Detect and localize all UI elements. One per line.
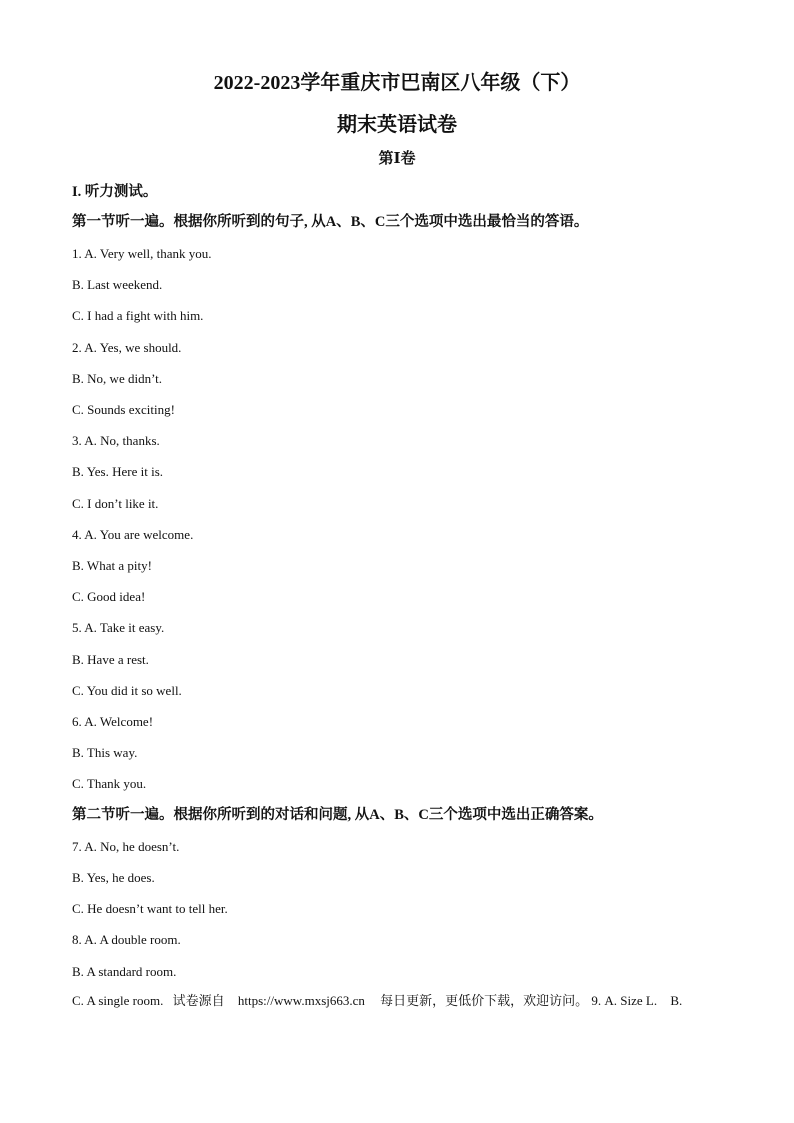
option-line: B. No, we didn’t.	[72, 371, 163, 386]
option-line: B. What a pity!	[72, 558, 152, 573]
option-line: C. You did it so well.	[72, 683, 182, 698]
section2-heading: 第二节听一遍。根据你所听到的对话和问题, 从A、B、C三个选项中选出正确答案。	[72, 807, 603, 823]
option-line: B. Yes. Here it is.	[72, 464, 164, 479]
option-line: C. Good idea!	[72, 589, 146, 604]
option-line: B. Have a rest.	[72, 652, 149, 667]
option-line: C. Thank you.	[72, 776, 147, 791]
download-notice: 每日更新，更低价下载，欢迎访问。	[380, 993, 589, 1008]
option-line: C. I don’t like it.	[72, 496, 159, 511]
option-line: 4. A. You are welcome.	[72, 527, 194, 542]
option-line: B. Last weekend.	[72, 277, 163, 292]
option-line: B.	[670, 993, 683, 1008]
source-link[interactable]: https://www.mxsj663.cn	[237, 993, 365, 1008]
option-line: B. Yes, he does.	[72, 870, 155, 885]
option-line: C. Sounds exciting!	[72, 402, 175, 417]
section1-heading: 第一节听一遍。根据你所听到的句子, 从A、B、C三个选项中选出最恰当的答语。	[72, 214, 589, 230]
volume-label: 第Ⅰ卷	[378, 151, 416, 167]
exam-subtitle: 期末英语试卷	[337, 114, 457, 136]
option-line: 7. A. No, he doesn’t.	[72, 839, 180, 854]
option-line: 5. A. Take it easy.	[72, 620, 165, 635]
exam-title: 2022-2023学年重庆市巴南区八年级（下）	[213, 72, 581, 94]
option-line: B. A standard room.	[72, 964, 177, 979]
option-line: 9. A. Size L.	[591, 993, 658, 1008]
option-line: C. I had a fight with him.	[72, 308, 204, 323]
option-line: B. This way.	[72, 745, 138, 760]
source-label: 试卷源自	[172, 993, 225, 1008]
option-line: C. A single room.	[72, 993, 164, 1008]
option-line: 6. A. Welcome!	[72, 714, 154, 729]
option-line: 2. A. Yes, we should.	[72, 340, 182, 355]
part-heading: I. 听力测试。	[72, 184, 158, 200]
final-line	[72, 992, 682, 1010]
option-line: 1. A. Very well, thank you.	[72, 246, 212, 261]
option-line: C. He doesn’t want to tell her.	[72, 901, 228, 916]
option-line: 3. A. No, thanks.	[72, 433, 160, 448]
option-line: 8. A. A double room.	[72, 932, 181, 947]
